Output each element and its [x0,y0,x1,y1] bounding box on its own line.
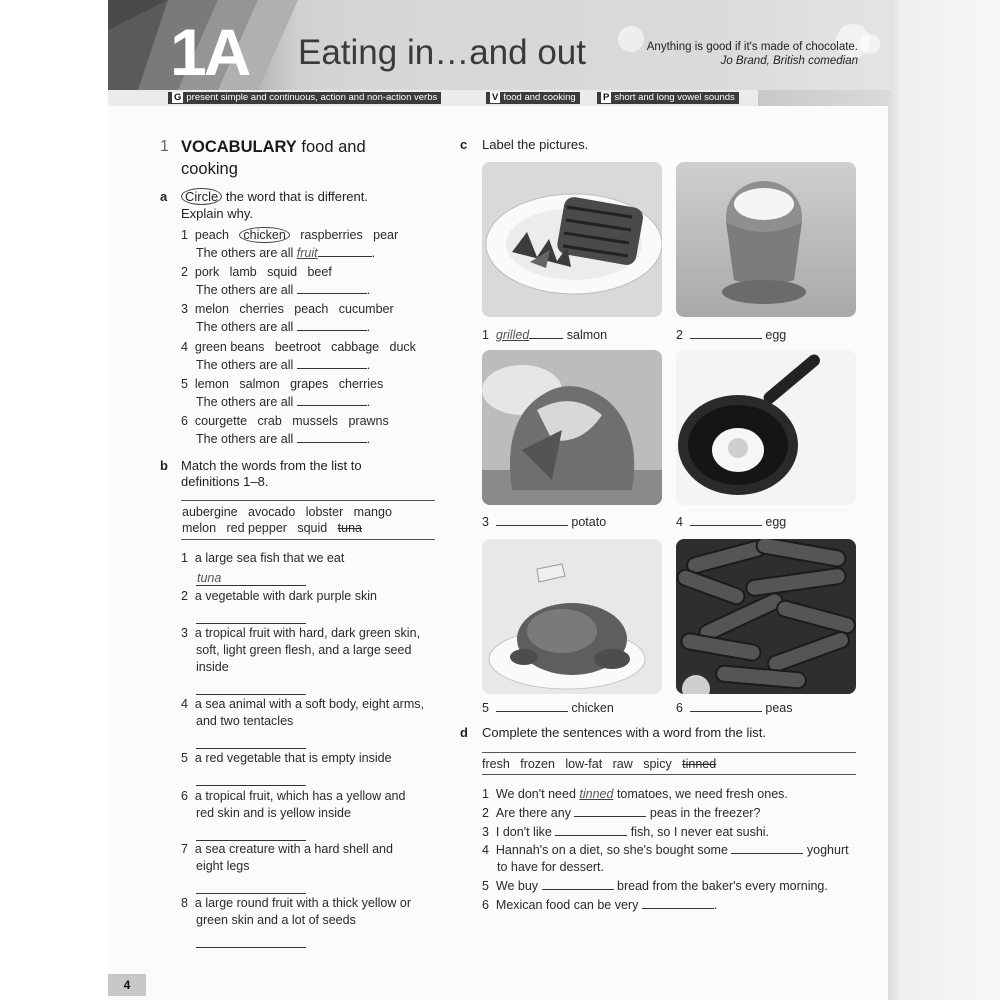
salmon-illustration [482,162,662,317]
definition-line: a red vegetable that is empty inside [194,751,392,765]
period: . [366,432,371,446]
word-option[interactable]: mussels [292,414,339,428]
word-option[interactable]: peach [194,228,229,242]
word-option[interactable]: beef [307,265,332,279]
word-option[interactable]: crab [257,414,282,428]
explanation-prefix: The others are all [196,432,294,446]
definition-text [196,659,229,676]
picture-3-caption [482,514,606,531]
answer-line[interactable] [690,327,762,339]
definition-line: a tropical fruit, which has a yellow and [194,789,406,803]
answer-line[interactable] [297,282,367,294]
exercise-a-letter: a [160,189,168,204]
exercise-a-instruction-line2: Explain why. [181,206,254,221]
pronunciation-tag [597,92,739,104]
sentence-continuation: to have for dessert. [497,860,605,874]
food-word: peas [765,701,793,715]
item-number: 1 [181,551,188,565]
potato-illustration [482,350,662,505]
definition-line: a vegetable with dark purple skin [194,589,377,603]
exercise-c-instruction: Label the pictures. [482,137,589,152]
answer-fill: tuna [197,571,222,585]
word-option[interactable]: courgette [194,414,248,428]
item-number: 2 [676,328,683,342]
answer-fill: grilled [495,328,530,342]
word-box-bottom-rule [482,774,856,775]
word-option: melon [182,521,217,535]
grammar-tag-text: present simple and continuous, action and non-action verbs [186,92,438,103]
vocabulary-tag-text: food and cooking [503,92,576,103]
bubble-decoration [618,26,644,52]
item-number: 3 [181,302,188,316]
answer-line[interactable] [196,623,306,624]
period: . [366,283,371,297]
definition-line: a large sea fish that we eat [194,551,345,565]
answer-fill: fruit [296,246,318,260]
item-number: 5 [482,879,489,893]
answer-line[interactable] [496,700,568,712]
item-number: 6 [181,414,188,428]
word-option[interactable]: lemon [194,377,229,391]
word-option[interactable]: cabbage [331,340,380,354]
answer-line[interactable] [196,694,306,695]
exercise-b-letter: b [160,458,168,473]
page-number: 4 [108,974,146,996]
sentence-end: . [713,898,718,912]
item-number: 2 [482,806,489,820]
definition-line: and two tentacles [196,714,294,728]
answer-line[interactable] [496,514,568,526]
definition-text [181,841,393,858]
item-number: 3 [482,825,489,839]
item-number: 6 [181,789,188,803]
definition-line: green skin and a lot of seeds [196,913,356,927]
item-number: 1 [482,787,489,801]
food-word: egg [765,515,787,529]
word-option: red pepper [226,521,287,535]
item-number: 4 [181,697,188,711]
exercise-a-explanation [196,319,370,336]
answer-line [529,327,563,339]
word-option: low-fat [565,757,603,771]
word-option-used: tinned [682,757,717,771]
answer-line[interactable] [574,805,646,817]
explanation-prefix: The others are all [196,358,294,372]
sentence-start: Hannah's on a diet, so she's bought some [495,843,728,857]
pan-illustration [676,350,856,505]
word-option[interactable]: green beans [194,340,265,354]
bubble-decoration [860,34,880,54]
explanation-prefix: The others are all [196,246,294,260]
vocabulary-tag [486,92,580,104]
food-word: potato [571,515,607,529]
definition-text [196,858,250,875]
answer-line[interactable] [690,514,762,526]
egg-cup-illustration [676,162,856,317]
exercise-d-sentence [482,824,769,841]
word-option[interactable]: pork [194,265,220,279]
definition-text [196,713,293,730]
word-option[interactable]: squid [267,265,298,279]
answer-line[interactable] [542,878,614,890]
definition-text [181,895,411,912]
section-title-bold: VOCABULARY [181,138,297,156]
item-number: 6 [482,898,489,912]
word-box-top-rule [482,752,856,753]
answer-line[interactable] [297,319,367,331]
exercise-d-sentence [482,805,760,822]
focus-bar-tail [758,90,890,106]
exercise-d-sentence [482,878,828,895]
definition-line: a tropical fruit with hard, dark green skin, [194,626,421,640]
answer-line[interactable] [690,700,762,712]
unit-title: Eating in…and out [298,33,586,72]
unit-header [108,0,890,90]
period: . [366,395,371,409]
exercise-a-item [181,264,332,281]
explanation-prefix: The others are all [196,283,294,297]
definition-text [181,588,377,605]
definition-text [181,788,405,805]
answer-line[interactable] [196,947,306,948]
word-option: aubergine [182,505,238,519]
exercise-d-sentence [482,786,788,803]
sentence-end: peas in the freezer? [649,806,761,820]
definition-text [181,696,424,713]
quote-author: Jo Brand, British comedian [720,55,858,67]
word-option: squid [297,521,328,535]
exercise-a-item [181,339,416,356]
word-option: lobster [305,505,344,519]
item-number: 5 [181,377,188,391]
exercise-a-explanation [196,357,370,374]
instruction-text: the word that is different. [225,189,368,204]
exercise-d-letter: d [460,725,468,740]
item-number: 4 [181,340,188,354]
grammar-tag [168,92,441,104]
item-number: 1 [181,228,188,242]
photo-fried-egg [676,350,856,505]
word-option: frozen [520,757,555,771]
sentence-end: bread from the baker's every morning. [617,879,828,893]
item-number: 8 [181,896,188,910]
word-option[interactable]: melon [194,302,229,316]
answer-line[interactable] [297,394,367,406]
definition-line: eight legs [196,859,250,873]
exercise-d-word-list [482,756,716,773]
item-number: 4 [482,843,489,857]
word-box-top-rule [181,500,435,501]
food-word: salmon [566,328,608,342]
word-option[interactable]: pear [373,228,399,242]
word-option-used: tuna [337,521,363,535]
item-number: 2 [181,589,188,603]
exercise-a-explanation [196,394,370,411]
word-option[interactable]: beetroot [274,340,321,354]
definition-line: soft, light green flesh, and a large seed [196,643,412,657]
item-number: 1 [482,328,489,342]
sentence-end: fish, so I never eat sushi. [630,825,770,839]
definition-line: a sea animal with a soft body, eight arms, [194,697,424,711]
word-option[interactable]: salmon [239,377,280,391]
photo-roast-chicken [482,539,662,694]
definition-text [196,805,351,822]
picture-1-caption [482,327,607,344]
page-edge-shadow [888,0,1000,1000]
answer-line[interactable] [196,893,306,894]
exercise-a-item [181,376,383,393]
word-option[interactable]: cherries [239,302,284,316]
answer-line [318,245,372,257]
food-word: chicken [571,701,614,715]
answer-line[interactable] [297,431,367,443]
picture-4-caption [676,514,786,531]
section-title [181,137,366,158]
definition-text [181,550,344,567]
item-number: 6 [676,701,683,715]
definition-text [181,625,420,642]
exercise-c-letter: c [460,137,468,152]
exercise-a-instruction [181,188,368,205]
word-option[interactable]: prawns [348,414,389,428]
exercise-a-explanation [196,431,370,448]
answer-line[interactable] [196,785,306,786]
chicken-illustration [482,539,662,694]
period: . [366,358,371,372]
section-title-rest: food and [301,138,366,156]
exercise-a-explanation [196,245,375,262]
period: . [366,320,371,334]
exercise-b-instruction-line2: definitions 1–8. [181,474,269,489]
sentence-end: yoghurt [806,843,849,857]
photo-boiled-egg [676,162,856,317]
word-option: fresh [482,757,510,771]
item-number: 4 [676,515,683,529]
pronunciation-tag-text: short and long vowel sounds [614,92,735,103]
exercise-b-word-list-line2 [182,520,362,537]
exercise-b-instruction: Match the words from the list to [181,458,362,473]
exercise-d-instruction: Complete the sentences with a word from the list. [482,725,766,740]
word-option: spicy [643,757,672,771]
definition-line: inside [196,660,229,674]
exercise-a-item [181,301,394,318]
answer-line[interactable] [555,824,627,836]
explanation-prefix: The others are all [196,395,294,409]
word-option[interactable]: lamb [229,265,257,279]
word-option[interactable]: cucumber [338,302,394,316]
unit-number: 1A [170,15,249,89]
exercise-b-word-list [182,504,392,521]
word-option[interactable]: raspberries [300,228,363,242]
word-option: raw [612,757,633,771]
period: . [371,246,376,260]
grammar-tag-key: G [174,92,182,103]
section-title-line2: cooking [181,160,238,178]
sentence-start: Mexican food can be very [495,898,639,912]
exercise-d-sentence [482,897,717,914]
definition-line: a sea creature with a hard shell and [194,842,393,856]
pronunciation-tag-key: P [603,92,610,103]
item-number: 5 [181,751,188,765]
item-number: 3 [482,515,489,529]
word-box-bottom-rule [181,539,435,540]
definition-line: red skin and is yellow inside [196,806,351,820]
item-number: 7 [181,842,188,856]
sentence-start: I don't like [495,825,552,839]
answer-fill: tinned [579,787,614,801]
quote [647,40,858,68]
circled-word: Circle [181,188,222,205]
answer-line[interactable] [642,897,714,909]
sentence-end: tomatoes, we need fresh ones. [616,787,788,801]
answer-line[interactable] [297,357,367,369]
circled-word: chicken [239,227,289,243]
sentence-start: We buy [495,879,539,893]
sentence-start: We don't need [495,787,576,801]
definition-line: a large round fruit with a thick yellow or [194,896,411,910]
exercise-a-item [181,227,398,244]
word-option: avocado [248,505,296,519]
food-word: egg [765,328,787,342]
item-number: 3 [181,626,188,640]
photo-grilled-salmon [482,162,662,317]
explanation-prefix: The others are all [196,320,294,334]
word-option[interactable]: duck [389,340,416,354]
definition-text [181,750,392,767]
word-option[interactable]: grapes [290,377,329,391]
peas-illustration [676,539,856,694]
word-option[interactable]: cherries [338,377,384,391]
section-number: 1 [160,138,169,155]
photo-baked-potato [482,350,662,505]
answer-line[interactable] [196,748,306,749]
item-number: 2 [181,265,188,279]
word-option[interactable]: peach [294,302,329,316]
definition-text [196,912,356,929]
item-number: 5 [482,701,489,715]
vocabulary-tag-key: V [492,92,499,103]
exercise-a-explanation [196,282,370,299]
picture-5-caption [482,700,614,717]
sentence-start: Are there any [495,806,571,820]
picture-2-caption [676,327,786,344]
picture-6-caption [676,700,793,717]
definition-text [196,642,411,659]
quote-text: Anything is good if it's made of chocolate. [646,41,858,53]
photo-peas [676,539,856,694]
exercise-a-item [181,413,389,430]
answer-line [196,585,306,586]
exercise-d-sentence [482,842,849,859]
focus-bar [108,90,890,106]
word-option: mango [353,505,392,519]
answer-line[interactable] [731,842,803,854]
